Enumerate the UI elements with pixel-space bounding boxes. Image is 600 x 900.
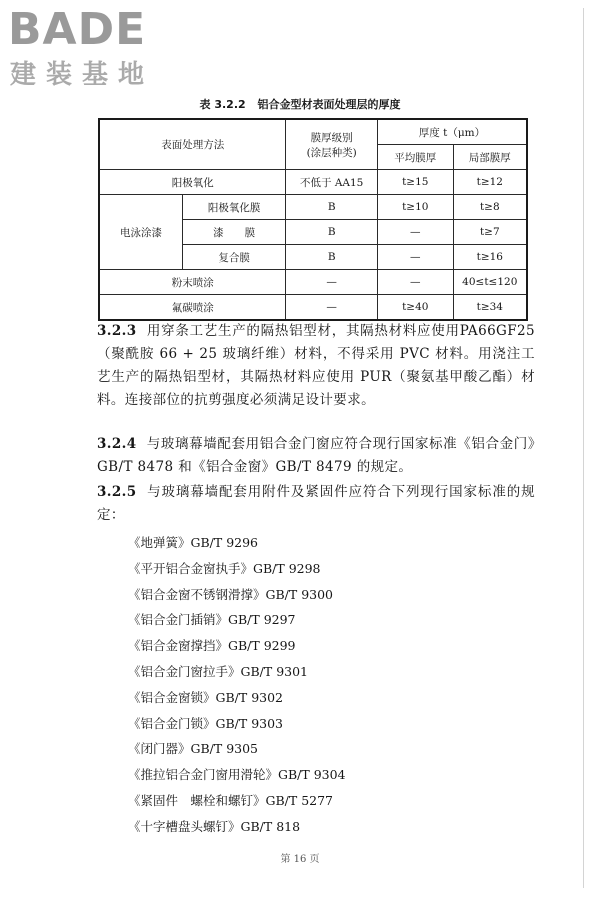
list-item: 《地弹簧》GB/T 9296 xyxy=(128,535,259,550)
list-item: 《推拉铝合金门窗用滑轮》GB/T 9304 xyxy=(128,767,346,783)
header-local: 局部膜厚 xyxy=(453,145,527,170)
cell-method: 漆 膜 xyxy=(182,220,285,245)
cell-method: 阳极氧化 xyxy=(99,170,286,195)
header-thickness: 厚度 t（μm） xyxy=(377,119,527,145)
section-text: 与玻璃幕墙配套用附件及紧固件应符合下列现行国家标准的规定： xyxy=(97,484,535,523)
cell-local: t≥7 xyxy=(453,220,527,245)
standards-list xyxy=(128,530,346,840)
cell-avg: t≥15 xyxy=(377,170,453,195)
surface-treatment-table xyxy=(98,118,528,321)
list-item: 《铝合金门窗拉手》GB/T 9301 xyxy=(128,663,309,679)
cell-avg: t≥40 xyxy=(377,295,453,321)
section-text: 用穿条工艺生产的隔热铝型材，其隔热材料应使用PA66GF25（聚酰胺 66 + 25 玻璃纤维）材料，不得采用 PVC 材料。用浇注工艺生产的隔热铝型材，其隔热材料应使用 PUR（聚氨基甲酸乙酯）材料。连接部位的抗剪强度必须满足设计要求。 xyxy=(97,323,535,408)
list-item: 《铝合金窗锁》GB/T 9302 xyxy=(128,689,284,705)
logo-wordmark: BADE xyxy=(8,4,147,55)
cell-grade: B xyxy=(286,245,378,270)
section-number: 3.2.5 xyxy=(97,484,137,500)
cell-avg: t≥10 xyxy=(377,195,453,220)
cell-grade: — xyxy=(286,270,378,295)
cell-avg: — xyxy=(377,245,453,270)
table-row xyxy=(99,170,527,195)
section-text: 与玻璃幕墙配套用铝合金门窗应符合现行国家标准《铝合金门》GB/T 8478 和《铝合金窗》GB/T 8479 的规定。 xyxy=(97,436,535,475)
table-caption xyxy=(0,96,600,112)
section-3-2-3 xyxy=(97,320,535,412)
header-film-grade-note: (涂层种类) xyxy=(306,146,357,159)
table-number: 表 3.2.2 xyxy=(199,98,246,111)
cell-local: t≥8 xyxy=(453,195,527,220)
header-film-grade-label: 膜厚级别 xyxy=(310,131,353,144)
header-avg: 平均膜厚 xyxy=(377,145,453,170)
table-title: 铝合金型材表面处理层的厚度 xyxy=(257,98,401,111)
table-row xyxy=(99,270,527,295)
list-item: 《闭门器》GB/T 9305 xyxy=(128,741,259,757)
cell-method: 粉末喷涂 xyxy=(99,270,286,295)
cell-local: 40≤t≤120 xyxy=(453,270,527,295)
cell-grade: 不低于 AA15 xyxy=(286,170,378,195)
cell-grade: B xyxy=(286,195,378,220)
cell-grade: B xyxy=(286,220,378,245)
cell-group-electro: 电泳涂漆 xyxy=(99,195,182,270)
logo-subtitle: 建装基地 xyxy=(10,60,155,90)
list-item: 《铝合金门插销》GB/T 9297 xyxy=(128,612,296,628)
table-row xyxy=(99,195,527,220)
header-method: 表面处理方法 xyxy=(99,119,286,170)
list-item: 《平开铝合金窗执手》GB/T 9298 xyxy=(128,560,321,576)
cell-method: 氟碳喷涂 xyxy=(99,295,286,321)
page-number: 第 16 页 xyxy=(280,854,320,865)
header-film-grade xyxy=(286,119,378,170)
page-edge-rule xyxy=(583,8,584,888)
section-number: 3.2.4 xyxy=(97,436,137,452)
section-3-2-5 xyxy=(97,481,535,527)
cell-local: t≥16 xyxy=(453,245,527,270)
bade-logo xyxy=(8,4,208,96)
table-row xyxy=(99,295,527,321)
list-item: 《紧固件 螺栓和螺钉》GB/T 5277 xyxy=(128,792,334,808)
cell-avg: — xyxy=(377,270,453,295)
section-number: 3.2.3 xyxy=(97,323,137,339)
list-item: 《十字槽盘头螺钉》GB/T 818 xyxy=(128,818,301,834)
list-item: 《铝合金窗不锈钢滑撑》GB/T 9300 xyxy=(128,586,334,602)
cell-local: t≥34 xyxy=(453,295,527,321)
list-item: 《铝合金门锁》GB/T 9303 xyxy=(128,715,284,731)
cell-grade: — xyxy=(286,295,378,321)
cell-local: t≥12 xyxy=(453,170,527,195)
cell-method: 阳极氧化膜 xyxy=(182,195,285,220)
list-item: 《铝合金窗撑挡》GB/T 9299 xyxy=(128,638,296,654)
cell-avg: — xyxy=(377,220,453,245)
cell-method: 复合膜 xyxy=(182,245,285,270)
section-3-2-4 xyxy=(97,433,535,479)
